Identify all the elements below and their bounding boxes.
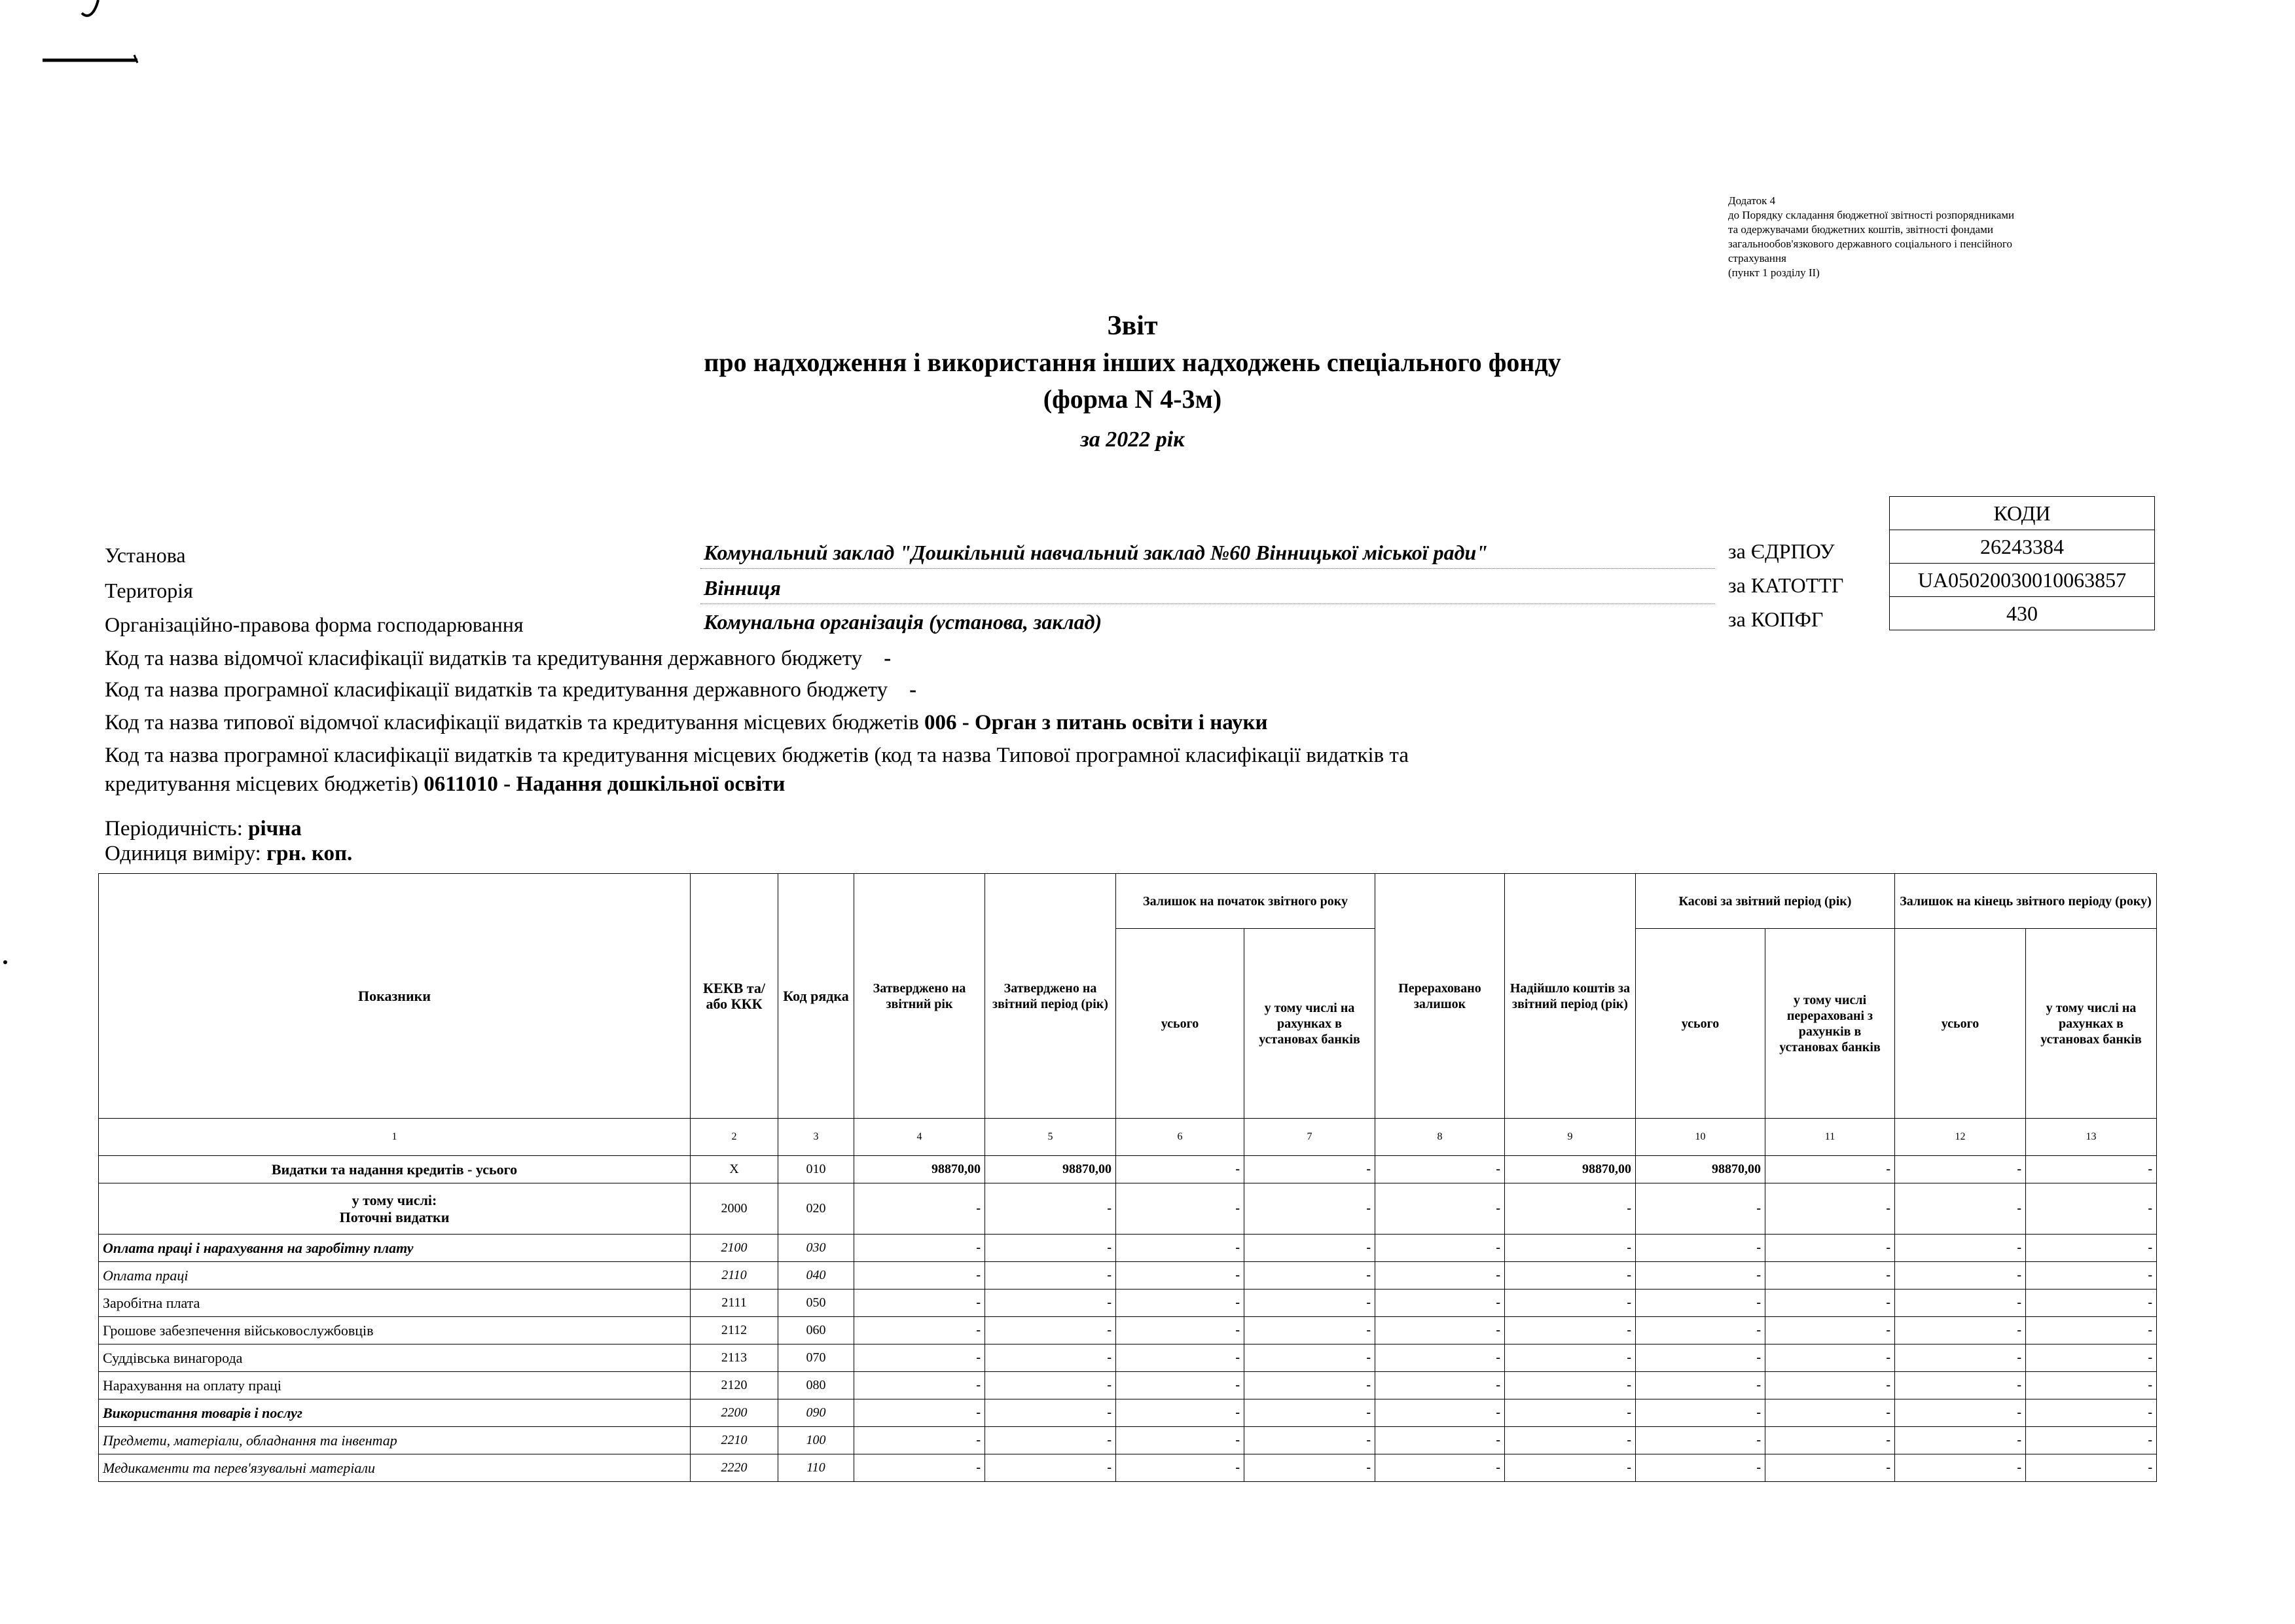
column-numbers-row xyxy=(99,1119,2157,1156)
row-value-cell: - xyxy=(1505,1454,1636,1482)
header-end-total: усього xyxy=(1895,929,2026,1119)
row-indicator-name: Предмети, матеріали, обладнання та інвентар xyxy=(99,1427,691,1454)
row-value-cell: - xyxy=(1895,1262,2026,1290)
row-value-cell: - xyxy=(1765,1262,1895,1290)
row-value-cell: - xyxy=(1375,1454,1505,1482)
row-indicator-name xyxy=(99,1183,691,1235)
row-value-cell: - xyxy=(985,1290,1116,1317)
row-value-cell: - xyxy=(1116,1454,1244,1482)
prog-class-state-value: - xyxy=(909,678,917,702)
unit-value: грн. коп. xyxy=(266,842,353,865)
row-value-cell: - xyxy=(1636,1262,1765,1290)
handwritten-mark-icon xyxy=(39,0,144,72)
column-number-cell: 10 xyxy=(1636,1119,1765,1156)
row-value-cell: - xyxy=(1895,1183,2026,1235)
row-value-cell: - xyxy=(1375,1427,1505,1454)
row-code: 060 xyxy=(778,1317,854,1344)
row-value-cell: - xyxy=(1116,1372,1244,1399)
column-number-cell: 9 xyxy=(1505,1119,1636,1156)
katottg-label: за КАТОТТГ xyxy=(1728,573,1844,597)
row-kekv: 2111 xyxy=(691,1290,778,1317)
row-indicator-name: Суддівська винагорода xyxy=(99,1344,691,1372)
header-cash-total: усього xyxy=(1636,929,1765,1119)
row-value-cell: - xyxy=(1636,1183,1765,1235)
row-value-cell: - xyxy=(2026,1290,2157,1317)
typ-dept-local-label: Код та назва типової відомчої класифікації видатків та кредитування місцевих бюджетів xyxy=(105,711,919,734)
row-value-cell: - xyxy=(2026,1262,2157,1290)
row-value-cell: - xyxy=(1636,1399,1765,1427)
table-row xyxy=(99,1344,2157,1372)
row-value-cell: - xyxy=(1116,1317,1244,1344)
column-number-cell: 12 xyxy=(1895,1119,2026,1156)
row-value-cell: - xyxy=(985,1372,1116,1399)
table-row xyxy=(99,1235,2157,1262)
header-indicators: Показники xyxy=(99,874,691,1119)
row-value-cell: - xyxy=(1375,1372,1505,1399)
row-value-cell: - xyxy=(985,1317,1116,1344)
unit-label: Одиниця виміру: xyxy=(105,842,261,865)
row-kekv: 2200 xyxy=(691,1399,778,1427)
dept-class-state-value: - xyxy=(884,647,892,670)
header-balance-start: Залишок на початок звітного року xyxy=(1116,874,1375,929)
row-value-cell: - xyxy=(1895,1290,2026,1317)
row-value-cell: - xyxy=(1244,1399,1375,1427)
row-kekv: 2120 xyxy=(691,1372,778,1399)
row-value-cell: - xyxy=(1244,1262,1375,1290)
row-value-cell: - xyxy=(1244,1344,1375,1372)
kopfg-label: за КОПФГ xyxy=(1728,607,1824,631)
row-kekv: 2110 xyxy=(691,1262,778,1290)
appendix-line: Додаток 4 xyxy=(1728,194,1776,207)
header-balance-end: Залишок на кінець звітного періоду (року) xyxy=(1895,874,2157,929)
territory-value: Вінниця xyxy=(704,576,781,600)
table-row xyxy=(99,1183,2157,1235)
column-number-cell: 7 xyxy=(1244,1119,1375,1156)
row-value-cell: - xyxy=(854,1344,985,1372)
row-value-cell: - xyxy=(1765,1290,1895,1317)
row-value-cell: - xyxy=(1505,1290,1636,1317)
row-value-cell: - xyxy=(1244,1183,1375,1235)
row-value-cell: - xyxy=(854,1399,985,1427)
row-value-cell: - xyxy=(1244,1156,1375,1183)
column-number-cell: 5 xyxy=(985,1119,1116,1156)
prog-local-row xyxy=(105,770,785,799)
appendix-line: страхування xyxy=(1728,252,1786,264)
row-value-cell: - xyxy=(1116,1262,1244,1290)
row-value-cell: - xyxy=(1505,1427,1636,1454)
row-value-cell: - xyxy=(1375,1290,1505,1317)
appendix-line: та одержувачами бюджетних коштів, звітності фондами xyxy=(1728,223,1994,236)
column-number-cell: 13 xyxy=(2026,1119,2157,1156)
prog-local-line-1: Код та назва програмної класифікації видатків та кредитування місцевих бюджетів (код та назва Типової програмної класифікації видатків та xyxy=(105,744,1409,767)
row-value-cell: - xyxy=(1765,1454,1895,1482)
prog-class-state-label: Код та назва програмної класифікації видатків та кредитування державного бюджету xyxy=(105,678,888,702)
table-row xyxy=(99,1399,2157,1427)
dept-class-state-label: Код та назва відомчої класифікації видатків та кредитування державного бюджету xyxy=(105,647,863,670)
territory-label: Територія xyxy=(105,579,193,602)
row-value-cell: - xyxy=(1375,1344,1505,1372)
row-value-cell: - xyxy=(1636,1290,1765,1317)
row-value-cell: 98870,00 xyxy=(854,1156,985,1183)
appendix-line: (пункт 1 розділу II) xyxy=(1728,266,1820,279)
column-number-cell: 3 xyxy=(778,1119,854,1156)
row-value-cell: - xyxy=(1505,1399,1636,1427)
row-value-cell: - xyxy=(1895,1372,2026,1399)
table-row xyxy=(99,1427,2157,1454)
row-value-cell: - xyxy=(985,1235,1116,1262)
row-value-cell: - xyxy=(1636,1235,1765,1262)
header-code: Код рядка xyxy=(778,874,854,1119)
row-value-cell: - xyxy=(1505,1317,1636,1344)
row-value-cell: - xyxy=(2026,1372,2157,1399)
row-indicator-name: Заробітна плата xyxy=(99,1290,691,1317)
row-value-cell: - xyxy=(985,1344,1116,1372)
dept-class-state-row xyxy=(105,644,891,673)
row-kekv: 2113 xyxy=(691,1344,778,1372)
kopfg-code: 430 xyxy=(1890,597,2155,630)
row-code: 050 xyxy=(778,1290,854,1317)
row-value-cell: - xyxy=(985,1399,1116,1427)
row-value-cell: - xyxy=(1765,1427,1895,1454)
row-value-cell: - xyxy=(985,1454,1116,1482)
periodicity-label: Періодичність: xyxy=(105,817,243,840)
row-indicator-name: Медикаменти та перев'язувальні матеріали xyxy=(99,1454,691,1482)
row-value-cell: 98870,00 xyxy=(1636,1156,1765,1183)
table-row xyxy=(99,1317,2157,1344)
row-value-cell: - xyxy=(2026,1183,2157,1235)
row-value-cell: - xyxy=(1636,1427,1765,1454)
row-indicator-name: Оплата праці xyxy=(99,1262,691,1290)
row-value-cell: - xyxy=(1375,1235,1505,1262)
codes-table xyxy=(1889,496,2155,630)
row-value-cell: - xyxy=(1505,1183,1636,1235)
row-code: 020 xyxy=(778,1183,854,1235)
row-value-cell: - xyxy=(1505,1235,1636,1262)
katottg-code: UA05020030010063857 xyxy=(1890,564,2155,597)
row-value-cell: - xyxy=(854,1372,985,1399)
row-code: 100 xyxy=(778,1427,854,1454)
table-row xyxy=(99,1262,2157,1290)
row-value-cell: - xyxy=(1375,1262,1505,1290)
row-value-cell: - xyxy=(1895,1344,2026,1372)
row-value-cell: - xyxy=(1636,1372,1765,1399)
row-value-cell: - xyxy=(1765,1183,1895,1235)
table-row xyxy=(99,1454,2157,1482)
faint-footer-bleed xyxy=(98,1490,2160,1506)
legal-form-label: Організаційно-правова форма господарювання xyxy=(105,613,524,636)
header-start-total: усього xyxy=(1116,929,1244,1119)
legal-form-value: Комунальна організація (установа, заклад) xyxy=(704,610,1102,634)
row-value-cell: - xyxy=(1375,1183,1505,1235)
row-indicator-line: у тому числі: xyxy=(352,1191,437,1208)
header-approved-year: Затверджено на звітний рік xyxy=(854,874,985,1119)
codes-header: КОДИ xyxy=(1890,497,2155,530)
row-kekv: 2000 xyxy=(691,1183,778,1235)
row-indicator-name: Використання товарів і послуг xyxy=(99,1399,691,1427)
institution-value: Комунальний заклад "Дошкільний навчальний заклад №60 Вінницької міської ради" xyxy=(704,541,1489,564)
row-value-cell: - xyxy=(854,1427,985,1454)
appendix-note xyxy=(1728,194,2154,280)
row-value-cell: - xyxy=(1244,1290,1375,1317)
unit-row xyxy=(105,839,352,868)
edrpou-label: за ЄДРПОУ xyxy=(1728,539,1835,563)
edrpou-code: 26243384 xyxy=(1890,530,2155,564)
typ-dept-local-row xyxy=(105,708,1268,737)
row-value-cell: - xyxy=(1116,1183,1244,1235)
row-value-cell: - xyxy=(1765,1399,1895,1427)
row-code: 110 xyxy=(778,1454,854,1482)
row-indicator-line: Поточні видатки xyxy=(339,1208,450,1225)
appendix-line: загальнообов'язкового державного соціального і пенсійного xyxy=(1728,238,2012,250)
row-value-cell: 98870,00 xyxy=(1505,1156,1636,1183)
row-value-cell: - xyxy=(1116,1399,1244,1427)
row-indicator-name: Оплата праці і нарахування на заробітну плату xyxy=(99,1235,691,1262)
column-number-cell: 8 xyxy=(1375,1119,1505,1156)
row-value-cell: - xyxy=(1636,1454,1765,1482)
header-cash-incl: у тому числі перераховані з рахунків в установах банків xyxy=(1765,929,1895,1119)
row-value-cell: - xyxy=(1895,1399,2026,1427)
row-code: 030 xyxy=(778,1235,854,1262)
row-value-cell: - xyxy=(1244,1427,1375,1454)
title-line-3: (форма N 4-3м) xyxy=(1043,384,1222,414)
column-number-cell: 11 xyxy=(1765,1119,1895,1156)
row-value-cell: - xyxy=(1244,1372,1375,1399)
prog-local-value: 0611010 - Надання дошкільної освіти xyxy=(424,772,786,796)
row-value-cell: - xyxy=(1244,1235,1375,1262)
row-value-cell: - xyxy=(1895,1427,2026,1454)
row-code: 010 xyxy=(778,1156,854,1183)
title-line-1: Звіт xyxy=(1107,311,1158,341)
row-code: 080 xyxy=(778,1372,854,1399)
title-line-2: про надходження і використання інших надходжень спеціального фонду xyxy=(704,348,1561,377)
row-value-cell: - xyxy=(1244,1317,1375,1344)
prog-local-line-2: кредитування місцевих бюджетів) xyxy=(105,772,418,796)
row-value-cell: - xyxy=(2026,1344,2157,1372)
header-transferred: Перераховано залишок xyxy=(1375,874,1505,1119)
column-number-cell: 4 xyxy=(854,1119,985,1156)
table-row xyxy=(99,1156,2157,1183)
row-value-cell: - xyxy=(2026,1235,2157,1262)
table-body xyxy=(99,1156,2157,1482)
row-value-cell: - xyxy=(1636,1317,1765,1344)
row-kekv: 2100 xyxy=(691,1235,778,1262)
row-code: 040 xyxy=(778,1262,854,1290)
row-value-cell: - xyxy=(1895,1454,2026,1482)
row-value-cell: - xyxy=(1244,1454,1375,1482)
scan-dot xyxy=(0,956,13,969)
row-value-cell: - xyxy=(854,1317,985,1344)
row-value-cell: - xyxy=(1765,1235,1895,1262)
periodicity-value: річна xyxy=(248,817,302,840)
row-value-cell: - xyxy=(854,1454,985,1482)
row-value-cell: - xyxy=(1765,1156,1895,1183)
row-kekv: 2220 xyxy=(691,1454,778,1482)
prog-class-state-row xyxy=(105,676,916,704)
row-value-cell: - xyxy=(1505,1262,1636,1290)
column-number-cell: 2 xyxy=(691,1119,778,1156)
row-value-cell: - xyxy=(1895,1156,2026,1183)
row-value-cell: - xyxy=(854,1262,985,1290)
row-value-cell: - xyxy=(1116,1235,1244,1262)
row-value-cell: - xyxy=(2026,1317,2157,1344)
row-value-cell: - xyxy=(2026,1399,2157,1427)
header-end-incl: у тому числі на рахунках в установах банків xyxy=(2026,929,2157,1119)
column-number-cell: 1 xyxy=(99,1119,691,1156)
row-value-cell: - xyxy=(1765,1372,1895,1399)
row-value-cell: - xyxy=(1116,1156,1244,1183)
table-row xyxy=(99,1290,2157,1317)
row-indicator-name: Видатки та надання кредитів - усього xyxy=(99,1156,691,1183)
row-value-cell: - xyxy=(2026,1156,2157,1183)
row-value-cell: - xyxy=(1375,1317,1505,1344)
typ-dept-local-value: 006 - Орган з питань освіти і науки xyxy=(924,711,1268,734)
report-title xyxy=(0,308,2265,458)
row-value-cell: - xyxy=(1116,1344,1244,1372)
row-kekv: 2112 xyxy=(691,1317,778,1344)
row-value-cell: - xyxy=(1116,1290,1244,1317)
row-kekv: 2210 xyxy=(691,1427,778,1454)
row-value-cell: - xyxy=(1505,1344,1636,1372)
column-number-cell: 6 xyxy=(1116,1119,1244,1156)
row-value-cell: - xyxy=(1895,1235,2026,1262)
row-value-cell: - xyxy=(854,1183,985,1235)
row-value-cell: - xyxy=(854,1290,985,1317)
row-value-cell: - xyxy=(1636,1344,1765,1372)
row-value-cell: - xyxy=(1375,1156,1505,1183)
row-value-cell: - xyxy=(1375,1399,1505,1427)
header-cash: Касові за звітний період (рік) xyxy=(1636,874,1895,929)
row-code: 090 xyxy=(778,1399,854,1427)
row-value-cell: - xyxy=(2026,1454,2157,1482)
row-value-cell: - xyxy=(1505,1372,1636,1399)
row-kekv: X xyxy=(691,1156,778,1183)
title-year: за 2022 рік xyxy=(1080,427,1185,452)
row-value-cell: - xyxy=(1765,1317,1895,1344)
header-approved-period: Затверджено на звітний період (рік) xyxy=(985,874,1116,1119)
report-table xyxy=(98,873,2157,1482)
row-value-cell: - xyxy=(1116,1427,1244,1454)
row-value-cell: - xyxy=(985,1427,1116,1454)
table-row xyxy=(99,1372,2157,1399)
appendix-line: до Порядку складання бюджетної звітності розпорядниками xyxy=(1728,209,2015,221)
row-code: 070 xyxy=(778,1344,854,1372)
institution-label: Установа xyxy=(105,543,186,567)
dotted-line xyxy=(700,568,1715,569)
row-value-cell: 98870,00 xyxy=(985,1156,1116,1183)
header-start-incl: у тому числі на рахунках в установах банків xyxy=(1244,929,1375,1119)
row-value-cell: - xyxy=(985,1262,1116,1290)
row-value-cell: - xyxy=(854,1235,985,1262)
row-value-cell: - xyxy=(2026,1427,2157,1454)
header-kekv: КЕКВ та/або ККК xyxy=(691,874,778,1119)
row-value-cell: - xyxy=(1895,1317,2026,1344)
row-indicator-name: Нарахування на оплату праці xyxy=(99,1372,691,1399)
row-value-cell: - xyxy=(985,1183,1116,1235)
header-received: Надійшло коштів за звітний період (рік) xyxy=(1505,874,1636,1119)
row-indicator-name: Грошове забезпечення військовослужбовців xyxy=(99,1317,691,1344)
row-value-cell: - xyxy=(1765,1344,1895,1372)
